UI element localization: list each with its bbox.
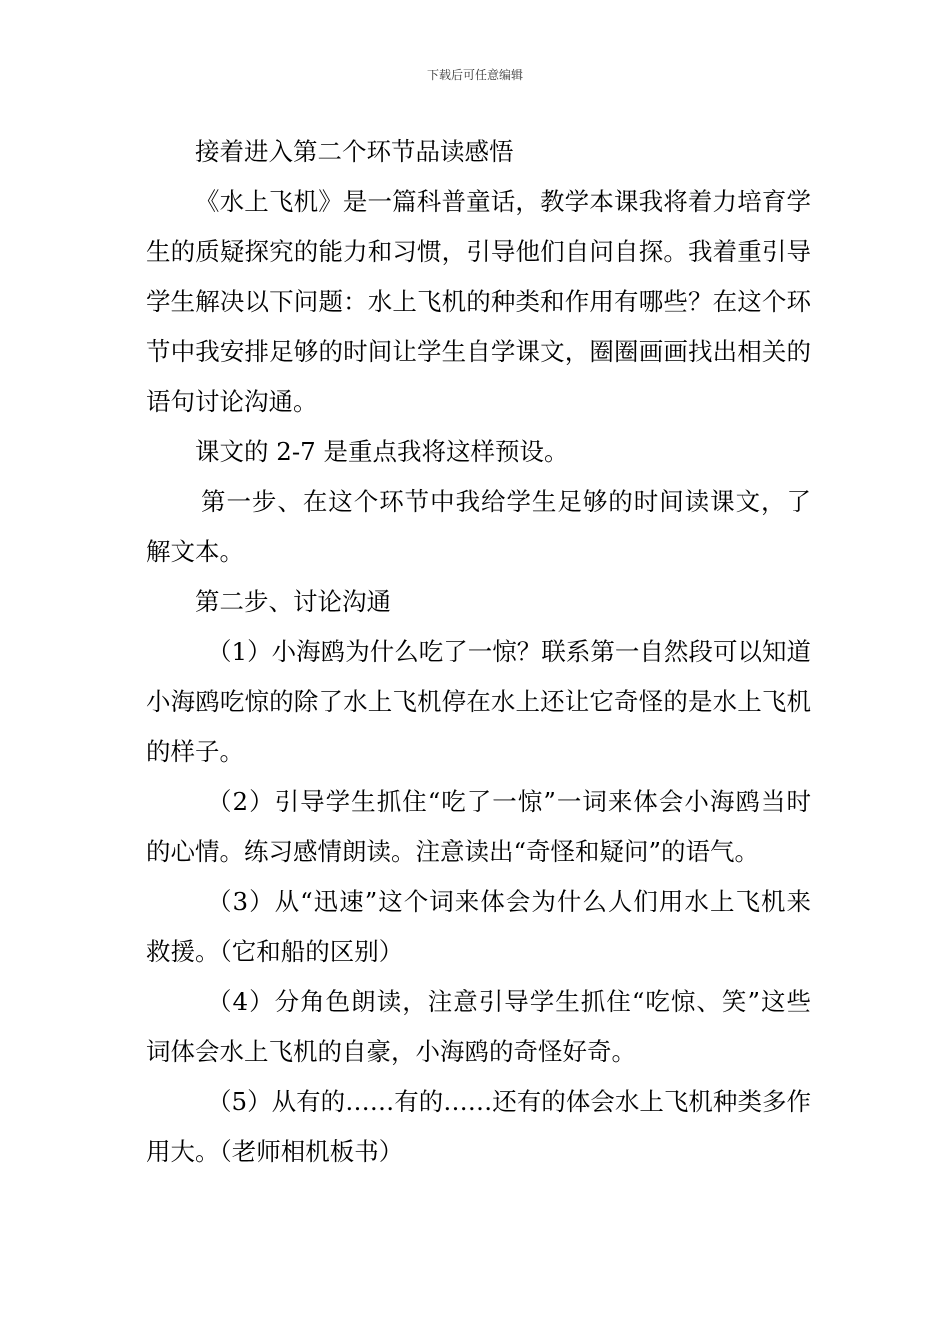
paragraph-4: 第一步、在这个环节中我给学生足够的时间读课文，了解文本。 <box>146 487 811 566</box>
paragraph-9: （4）分角色朗读，注意引导学生抓住“吃惊、笑”这些词体会水上飞机的自豪，小海鸥的奇怪好奇。 <box>146 987 811 1066</box>
paragraph-6: （1）小海鸥为什么吃了一惊？联系第一自然段可以知道小海鸥吃惊的除了水上飞机停在水上还让它奇怪的是水上飞机的样子。 <box>146 637 811 766</box>
document-body <box>146 127 811 1177</box>
paragraph-5: 第二步、讨论沟通 <box>195 587 391 616</box>
page-header: 下载后可任意编辑 <box>426 68 523 82</box>
paragraph-8: （3）从“迅速”这个词来体会为什么人们用水上飞机来救援。（它和船的区别） <box>146 887 811 966</box>
paragraph-10: （5）从有的……有的……还有的体会水上飞机种类多作用大。（老师相机板书） <box>146 1087 811 1166</box>
paragraph-7: （2）引导学生抓住“吃了一惊”一词来体会小海鸥当时的心情。练习感情朗读。注意读出“奇怪和疑问”的语气。 <box>146 787 811 866</box>
paragraph-3: 课文的 2-7 是重点我将这样预设。 <box>195 437 569 466</box>
paragraph-2: 《水上飞机》是一篇科普童话，教学本课我将着力培育学生的质疑探究的能力和习惯，引导他们自问自探。我着重引导学生解决以下问题：水上飞机的种类和作用有哪些？在这个环节中我安排足够的时间让学生自学课文，圈圈画画找出相关的语句讨论沟通。 <box>146 187 811 416</box>
paragraph-1: 接着进入第二个环节品读感悟 <box>195 137 514 166</box>
